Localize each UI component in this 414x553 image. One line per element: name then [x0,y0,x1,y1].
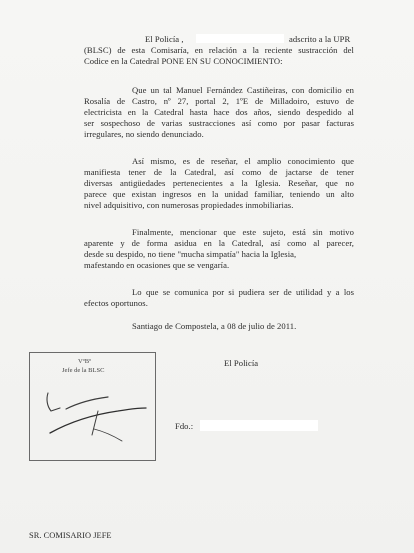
intro-line2: (BLSC) de esta Comisaría, en relación a la reciente sustracción del [84,45,354,55]
p2-line-1: Así mismo, es de reseñar, el amplio conocimiento que [132,156,354,166]
intro-line1-left: El Policía , [145,34,184,44]
p4-line-2: efectos oportunos. [84,298,148,308]
signature-label: Fdo.: [175,421,194,431]
p1-line-5: irregulares, no siendo denunciado. [84,129,204,139]
p3-line-4: mafestando en ocasiones que se vengaría. [84,260,230,270]
p1-line-3: electricista en la Catedral hasta hace dos años, siendo despedido al [84,107,354,117]
stamp-vobo: VºBº [78,358,92,365]
p2-line-2: manifiesta tener de la Catedral, así como de jactarse de tener [84,167,354,177]
redacted-name-1 [196,34,284,43]
redacted-signature [200,420,318,431]
intro-line3: Codice en la Catedral PONE EN SU CONOCIMIENTO: [84,56,283,66]
p1-line-2: Rosalía de Castro, nº 27, portal 2, 1ºE de Milladoiro, estuvo de [84,96,354,106]
p2-line-4: parece que existan ingresos en la unidad familiar, teniendo un alto [84,189,354,199]
handwritten-signature-icon [30,353,155,460]
p4-line-1: Lo que se comunica por si pudiera ser de utilidad y a los [132,287,354,297]
p1-line-1: Que un tal Manuel Fernández Castiñeiras, con domicilio en [132,85,354,95]
p1-line-4: ser sospechoso de varias sustracciones así como por pasar facturas [84,118,354,128]
p3-line-2: aparente y de forma asidua en la Catedral, así como al parecer, [84,238,354,248]
signature-title: El Policía [224,358,259,368]
place-date: Santiago de Compostela, a 08 de julio de 2011. [132,321,297,331]
p3-line-3: desde su despido, no tiene "mucha simpatía" hacia la Iglesia, [84,249,297,259]
intro-line1-right: adscrito a la UPR [289,34,351,44]
p3-line-1: Finalmente, mencionar que este sujeto, está sin motivo [132,227,354,237]
p2-line-3: diversas antigüedades pertenecientes a la Iglesia. Reseñar, que no [84,178,354,188]
addressee: SR. COMISARIO JEFE [29,531,112,540]
approval-stamp-box [29,352,156,461]
stamp-title: Jefe de la BLSC [62,367,105,374]
p2-line-5: nivel adquisitivo, con numerosas propiedades inmobiliarias. [84,200,294,210]
